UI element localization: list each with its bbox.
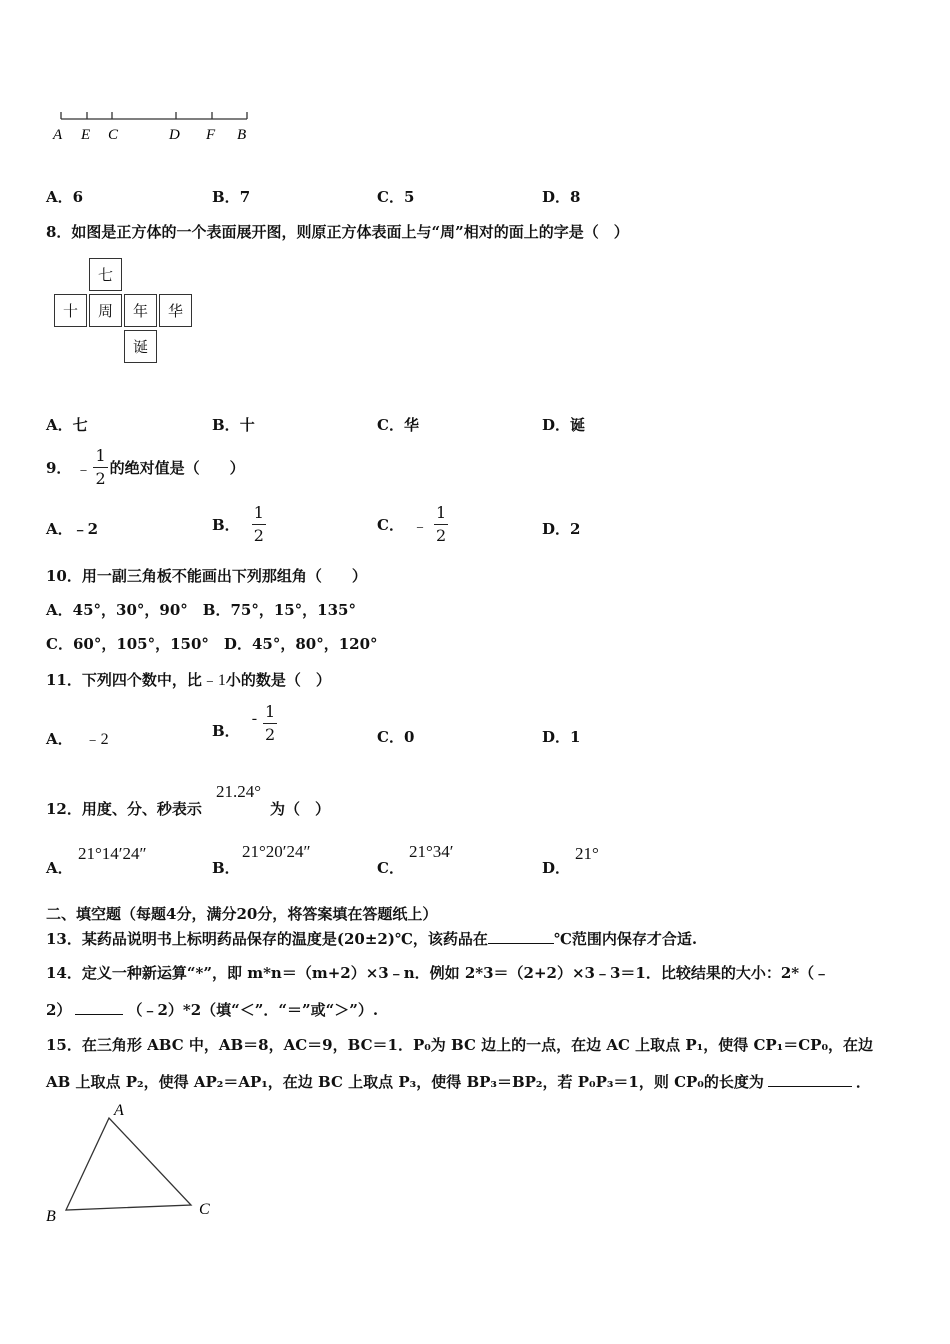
q9-option-b[interactable]: B． $\frac{1}{2}$ bbox=[212, 503, 264, 545]
net-cell-qi: 七 bbox=[89, 258, 122, 291]
point-label-f: F bbox=[206, 127, 216, 143]
fraction: $\frac{1}{2}$ bbox=[253, 503, 264, 545]
q14-line1: 14．定义一种新运算“*”，即 m*n＝（m+2）×3﹣n．例如 2*3＝（2+2）×3﹣3＝1．比较结果的大小：2*（﹣ bbox=[46, 964, 830, 982]
q12-option-c-value: 21°34′ bbox=[409, 842, 454, 861]
vertex-label-c: C bbox=[199, 1201, 210, 1218]
section-title: 二、填空题（每题4分，满分20分，将答案填在答题纸上） bbox=[46, 905, 438, 923]
q10-options-row1[interactable]: A．45°，30°，90° B．75°，15°，135° bbox=[46, 601, 356, 619]
point-label-c: C bbox=[108, 127, 119, 143]
q12-stem-b: 为（ ） bbox=[270, 800, 331, 818]
q7-option-c[interactable]: C．5 bbox=[377, 188, 415, 206]
q7-option-d[interactable]: D．8 bbox=[542, 188, 581, 206]
q14-line2: 2） （﹣2）*2（填“＜”．“＝”或“＞”）. bbox=[46, 1001, 379, 1019]
point-label-e: E bbox=[81, 127, 91, 143]
cube-net bbox=[54, 258, 194, 364]
fraction: $\frac{1}{2}$ bbox=[435, 503, 447, 545]
q7-option-a[interactable]: A．6 bbox=[46, 188, 84, 206]
q14-answer-blank[interactable] bbox=[75, 1014, 123, 1015]
q10-stem: 10．用一副三角板不能画出下列那组角（ ） bbox=[46, 567, 367, 585]
q12-stem-a: 12．用度、分、秒表示 bbox=[46, 800, 202, 818]
net-cell-shi: 十 bbox=[54, 294, 87, 327]
q11-stem: 11．下列四个数中，比﹣1小的数是（ ） bbox=[46, 671, 331, 689]
q15-line2: AB 上取点 P₂，使得 AP₂＝AP₁，在边 BC 上取点 P₃，使得 BP₃＝BP₂，若 P₀P₃＝1，则 CP₀的长度为 ． bbox=[46, 1073, 871, 1091]
q12-option-d-value: 21° bbox=[575, 844, 599, 863]
vertex-label-b: B bbox=[46, 1208, 56, 1225]
fraction: $\frac{1}{2}$ bbox=[95, 446, 106, 488]
q11-option-d[interactable]: D．1 bbox=[542, 728, 581, 746]
point-label-d: D bbox=[169, 127, 180, 143]
q13-stem: 13．某药品说明书上标明药品保存的温度是(20±2)℃，该药品在 ℃范围内保存才合适. bbox=[46, 930, 698, 948]
point-label-a: A bbox=[53, 127, 63, 143]
q10-options-row2[interactable]: C．60°，105°，150° D．45°，80°，120° bbox=[46, 635, 378, 653]
q7-option-b[interactable]: B．7 bbox=[212, 188, 251, 206]
q12-stem-math: 21.24° bbox=[216, 782, 262, 801]
net-cell-zhou: 周 bbox=[89, 294, 122, 327]
net-cell-hua: 华 bbox=[159, 294, 192, 327]
triangle-figure bbox=[40, 1098, 230, 1228]
q8-option-d[interactable]: D．诞 bbox=[542, 416, 586, 434]
q12-option-d[interactable]: D． bbox=[542, 859, 571, 877]
q15-line1: 15．在三角形 ABC 中，AB＝8，AC＝9，BC＝1．P₀为 BC 边上的一点，在边 AC 上取点 P₁，使得 CP₁＝CP₀，在边 bbox=[46, 1036, 874, 1054]
segment-figure bbox=[48, 105, 258, 150]
q9-option-c[interactable]: C． ﹣ $\frac{1}{2}$ bbox=[377, 503, 447, 545]
q11-option-c[interactable]: C．0 bbox=[377, 728, 415, 746]
q12-option-c[interactable]: C． bbox=[377, 859, 404, 877]
vertex-label-a: A bbox=[114, 1102, 124, 1119]
q15-answer-blank[interactable] bbox=[768, 1086, 852, 1087]
q9-option-a[interactable]: A．﹣2 bbox=[46, 520, 99, 538]
q13-answer-blank[interactable] bbox=[488, 943, 554, 944]
q11-option-a[interactable]: A． ﹣2 bbox=[46, 730, 109, 748]
q11-option-b[interactable]: B． - $\frac{1}{2}$ bbox=[212, 702, 276, 744]
q12-option-a-value: 21°14′24″ bbox=[78, 844, 147, 863]
q8-option-a[interactable]: A．七 bbox=[46, 416, 88, 434]
fraction: $\frac{1}{2}$ bbox=[265, 702, 276, 744]
point-label-b: B bbox=[237, 127, 247, 143]
q12-option-a[interactable]: A． bbox=[46, 859, 73, 877]
q9-option-d[interactable]: D．2 bbox=[542, 520, 581, 538]
q8-stem: 8．如图是正方体的一个表面展开图，则原正方体表面上与“周”相对的面上的字是（ ） bbox=[46, 223, 629, 241]
q12-option-b-value: 21°20′24″ bbox=[242, 842, 311, 861]
q8-option-b[interactable]: B．十 bbox=[212, 416, 255, 434]
q9-stem: 9． ﹣ $\frac{1}{2}$ 的绝对值是（ ） bbox=[46, 446, 245, 488]
net-cell-nian: 年 bbox=[124, 294, 157, 327]
q8-option-c[interactable]: C．华 bbox=[377, 416, 419, 434]
q12-option-b[interactable]: B． bbox=[212, 859, 240, 877]
net-cell-dan: 诞 bbox=[124, 330, 157, 363]
